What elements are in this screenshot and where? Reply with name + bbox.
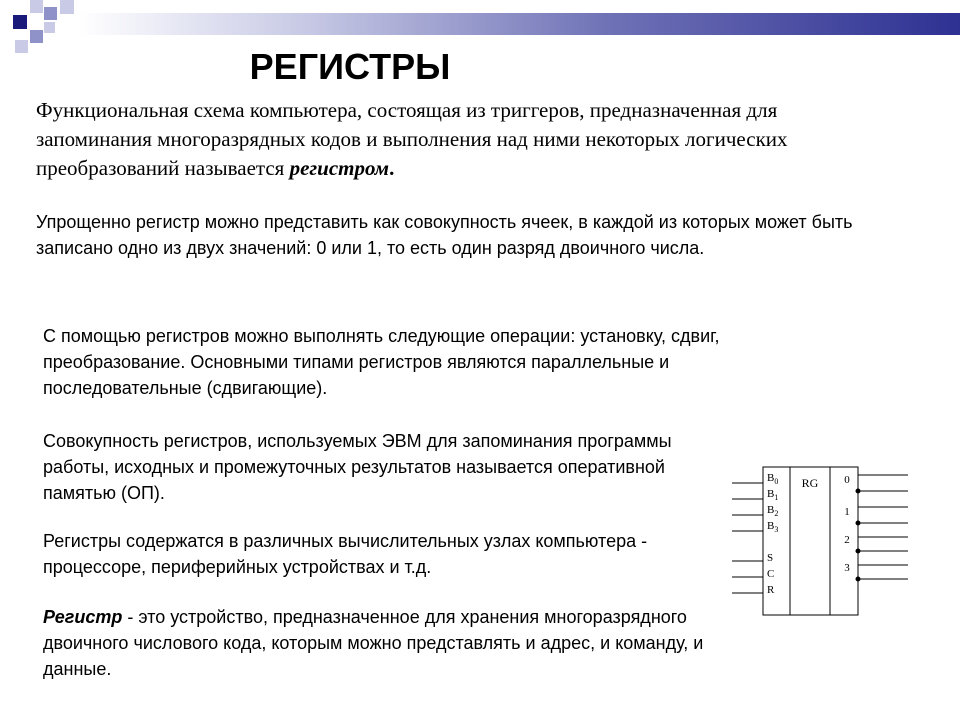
- paragraph-4: Совокупность регистров, используемых ЭВМ для запоминания программы работы, исходных и промежуточных результатов называется оперативной памятью (ОП).: [43, 431, 672, 503]
- input-label: $B_0$: [767, 472, 779, 486]
- input-label: S: [767, 552, 774, 564]
- paragraph-6: [43, 604, 723, 682]
- register-label: RG: [801, 476, 819, 490]
- deco-square: [30, 30, 43, 43]
- input-label: R: [767, 584, 775, 596]
- inverse-output-dot: [856, 521, 860, 525]
- input-subscript: 0: [774, 477, 779, 486]
- intro-paragraph: [36, 96, 876, 183]
- inverse-output-dot: [856, 577, 860, 581]
- inverse-output-dot: [856, 549, 860, 553]
- paragraph-3: С помощью регистров можно выполнять следующие операции: установку, сдвиг, преобразование. Основными типами регистров являются параллельные и последовательные (сдвигающие).: [43, 326, 720, 398]
- input-label: C: [767, 568, 775, 580]
- paragraph-2: Упрощенно регистр можно представить как совокупность ячеек, в каждой из которых может быть записано одно из двух значений: 0 или 1, то есть один разряд двоичного числа.: [36, 212, 853, 258]
- input-label: $B_1$: [767, 488, 779, 502]
- deco-square: [60, 0, 74, 14]
- deco-square: [44, 7, 57, 20]
- register-diagram: [730, 465, 920, 620]
- intro-term: регистром: [289, 156, 390, 180]
- input-subscript: 2: [774, 509, 779, 518]
- output-label: 0: [844, 474, 850, 486]
- deco-square: [30, 0, 43, 13]
- output-label: 3: [844, 562, 850, 574]
- definition-term: Регистр: [43, 607, 123, 627]
- paragraph-5: Регистры содержатся в различных вычислительных узлах компьютера - процессоре, периферийных устройствах и т.д.: [43, 531, 648, 577]
- intro-end: .: [389, 156, 395, 180]
- inverse-output-dot: [856, 489, 860, 493]
- page-title: РЕГИСТРЫ: [249, 46, 451, 87]
- intro-text: Функциональная схема компьютера, состоящая из триггеров, предназначенная для запоминания многоразрядных кодов и выполнения над ними некоторых логических преобразований называется: [36, 98, 788, 180]
- output-label: 1: [844, 506, 850, 518]
- deco-square: [44, 22, 55, 33]
- deco-square: [13, 15, 27, 29]
- input-subscript: 3: [774, 525, 779, 534]
- output-label: 2: [844, 534, 850, 546]
- definition-text: - это устройство, предназначенное для хранения многоразрядного двоичного числового кода, которым можно представлять и адрес, и команду, и данные.: [43, 607, 704, 679]
- input-subscript: 1: [774, 493, 779, 502]
- input-label: $B_2$: [767, 504, 779, 518]
- title-gradient-bar: [78, 13, 960, 35]
- input-label: $B_3$: [767, 520, 779, 534]
